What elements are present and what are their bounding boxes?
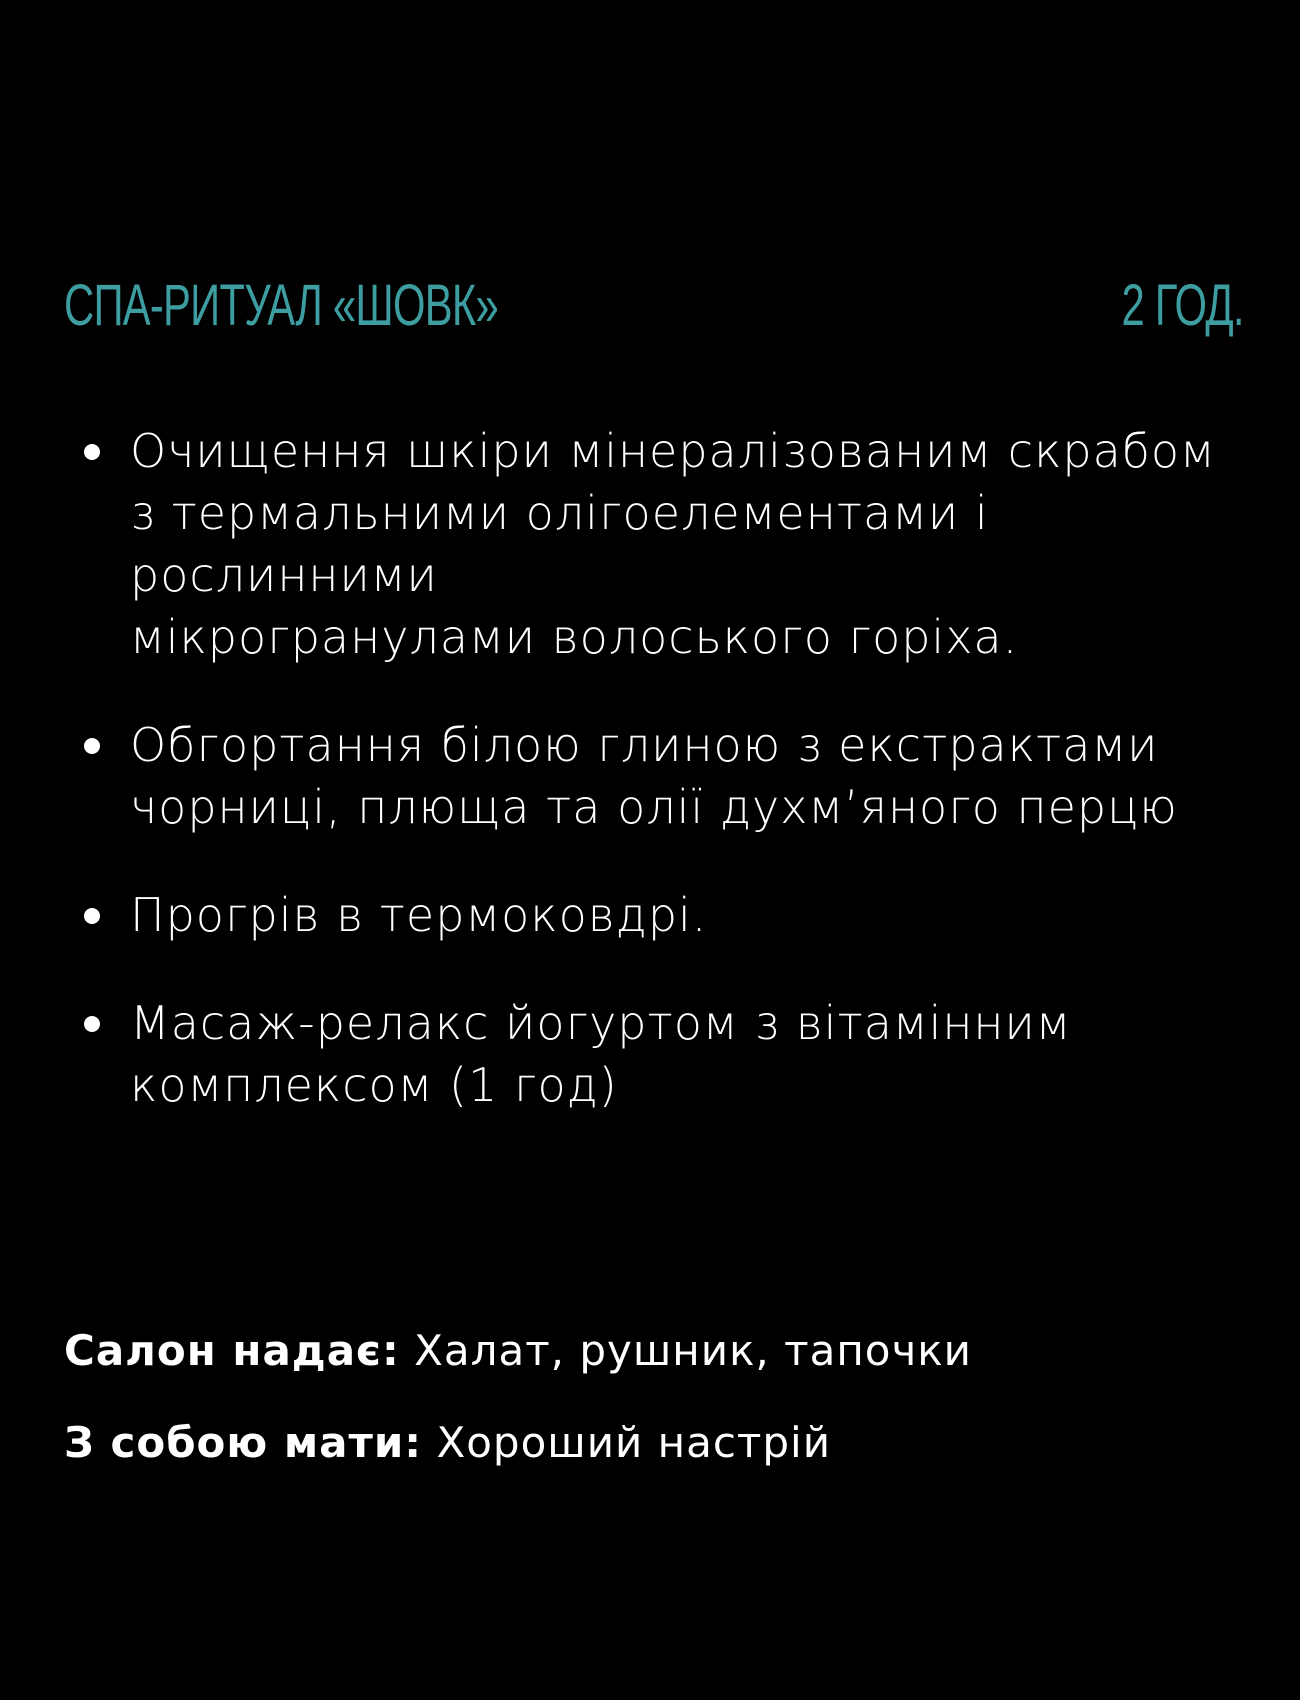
ritual-step-text: Прогрів в термоковдрі. (130, 888, 708, 942)
bring-value: Хороший настрій (422, 1418, 832, 1467)
provided-value: Халат, рушник, тапочки (399, 1326, 972, 1375)
service-duration: 2 ГОД. (1121, 273, 1244, 338)
ritual-step (0, 884, 1300, 946)
bring-items (64, 1397, 1244, 1489)
ritual-step-text: Очищення шкіри мінералізованим скрабом з термальними олігоелементами і рослинними мікрогранулами волоського горіха. (130, 424, 1216, 664)
ritual-step-text: Масаж-релакс йогуртом з вітамінним комплексом (1 год) (130, 996, 1072, 1112)
service-title: СПА-РИТУАЛ «ШОВК» (64, 273, 498, 338)
ritual-step (0, 420, 1300, 668)
bring-label: З собою мати: (64, 1418, 423, 1467)
service-info (64, 1305, 1244, 1489)
bullet-icon (84, 738, 100, 754)
ritual-step (0, 992, 1300, 1116)
bullet-icon (84, 1016, 100, 1032)
ritual-step-text: Обгортання білою глиною з екстрактами чорниці, плюща та олії духм’яного перцю (130, 718, 1178, 834)
service-header (64, 270, 1244, 342)
provided-label: Салон надає: (64, 1326, 400, 1375)
bullet-icon (84, 444, 100, 460)
ritual-step (0, 714, 1300, 838)
ritual-steps-list (0, 420, 1300, 1162)
bullet-icon (84, 908, 100, 924)
provided-items (64, 1305, 1244, 1397)
